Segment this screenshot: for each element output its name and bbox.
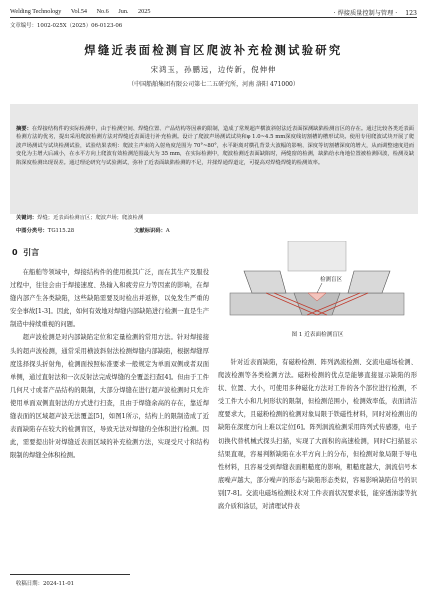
left-column [10, 266, 209, 462]
dead-zone-label: 检测盲区 [320, 277, 343, 283]
left-probe [244, 271, 286, 293]
affiliation: （中国船舶集团有限公司第七二五研究所，河南 洛阳 471000） [128, 81, 299, 88]
page-number: 123 [405, 10, 417, 17]
section-number: 0 [12, 248, 18, 257]
right-column [218, 356, 417, 513]
keywords-label: 关键词： [16, 215, 38, 221]
clc-value: TG115.28 [47, 228, 75, 234]
journal-issue: No.6 [96, 8, 109, 15]
keywords [16, 213, 414, 221]
footnote-rule [10, 574, 130, 575]
dead-zone-leader [317, 283, 322, 293]
abstract-text: 在焊接结构件的实际检测中，由于检测空间、焊缝位置、产品结构等因素的限制，造成了常规超声横波斜射法近表面探测缺陷检测盲区的存在。通过比较各类近表面检测方法的优劣，提出采用爬波检测方法对焊缝近表面进行补充检测。设计了爬波声场测试试块和φ 1.0~4.5 mm深度线切割槽的槽形试块。使用专用爬波试块开展了爬波声场测试与试块检测试验，试验结果表明：爬波主声束的入射角度范围为 70°~80°，水平距离对横孔背景大波幅的影响、深度等切割槽深度的增大，从而调整速度进而变化为主增大后减小，在水平方向上爬波有效检测范围最大为 35 mm，在实际检测中，爬波检测近表面缺陷时，两缝窗的检测，缺陷给水角地位置被检测回波，检测及缺陷深度检测出现误差。通过理论研究与试验测试，弥补了近表面缺陷检测的不足，并揉焊通焊道定，可提高对焊缝焊缝的检测效率。 [16, 126, 414, 166]
paragraph: 在船舶等领域中，焊接结构件的使用极其广泛，而在其生产及服役过程中，往往会由于焊接速度、热输入和疲劳应力等因素的影响，在焊缝内部产生各类缺陷，这些缺陷需要及时检出并返修，以免发生严重的安全事故[1-3]。因此，如何有效地对焊缝内部缺陷进行检测一直是生产制造中持续重视的问题。 [10, 269, 209, 329]
article-number: 文章编号：1002-025X（2025）06-0123-06 [10, 23, 123, 29]
paper-title: 焊缝近表面检测盲区爬波补充检测试验研究 [84, 44, 343, 57]
paragraph: 超声波检测是对内部缺陷定位和定量检测的常用方法。针对焊接接头的超声波检测，通常采用横波斜射法检测焊缝内部缺陷，根据焊缝厚度选择探头折射角，检测面按照标准要求一般规定为单面双侧或者双面单侧，通过直射法和一次反射法完成焊缝的全覆盖扫查[4]。但由于工件几何尺寸或者产品结构的限制，大部分焊缝在进行超声波检测时只允许使用单面双侧直射法的方式进行扫查，且由于焊缝余高的存在，靠近焊缝表面的区域超声波无法覆盖[5]，如图1所示，结构上的限制造成了近表面缺陷存在较大的检测盲区，导致无法对焊缝的全体积进行检测。因此，需要提出针对焊缝近表面区域的补充检测方法，实现受尺寸和结构限制的焊缝全体积检测。 [10, 334, 209, 460]
received-label: 收稿日期： [16, 581, 43, 587]
header-rule [10, 17, 417, 18]
running-header-left [10, 8, 158, 15]
journal-name: Welding Technology [10, 8, 62, 15]
received-date [16, 579, 74, 587]
journal-year: 2025 [138, 8, 151, 15]
figure-caption: 图 1 近表面检测盲区 [291, 332, 344, 338]
clc-label: 中图分类号： [16, 228, 48, 234]
keywords-text: 焊缝；近表面检测盲区；爬波声场；爬波检测 [37, 215, 144, 221]
right-probe [348, 271, 390, 293]
author-list: 宋鸿玉，孙鹏远，边传新，倪伸伸 [150, 65, 277, 74]
paragraph: 针对近表面缺陷，有磁粉检测、阵列涡流检测、交流电磁场检测、爬波检测等各类检测方法。磁粉检测的优点是能够直接显示缺陷的形状、位置、大小，可使用多种磁化方法对工件的各个部位进行检测，不受工件大小和几何形状的限制，但检测范围小，检测效率低，表面清洁度要求大，且磁粉检测的检测对象局限于铁磁性材料，同时对检测出的缺陷在深度方向上难以定位[6]。阵列涡流检测采用阵列式传感器，电子切换代替机械式探头扫描，实现了大面积的高速检测，同时C扫描显示结果直观，容易判断缺陷在水平方向上的分布，但检测对象局限于导电性材料，且容易受到焊缝表面粗糙度的影响，粗糙度越大，涡流信号本底噪声越大，部分噪声的形态与缺陷形态类似，容易影响缺陷信号的识别[7-8]。交流电磁场检测技术对工件表面状况要求低，能穿透油漆等抗腐介质和涂层，对清理试件表 [218, 359, 417, 511]
section-title: · 焊接质量控制与管理 · [333, 10, 398, 17]
classification [16, 226, 170, 234]
figure-1-diagram [222, 241, 412, 327]
abstract [16, 125, 414, 167]
journal-volume: Vol.54 [70, 8, 88, 15]
structure-wall [288, 241, 346, 271]
doc-code-label: 文献标识码： [134, 228, 166, 234]
received-value: 2024-11-01 [42, 581, 75, 587]
journal-month: Jun. [118, 8, 129, 15]
doc-code-value: A [165, 228, 170, 234]
section-heading [12, 247, 39, 258]
running-header-right [334, 8, 417, 17]
abstract-label: 摘要： [16, 126, 32, 132]
section-title-text: 引言 [23, 248, 40, 257]
